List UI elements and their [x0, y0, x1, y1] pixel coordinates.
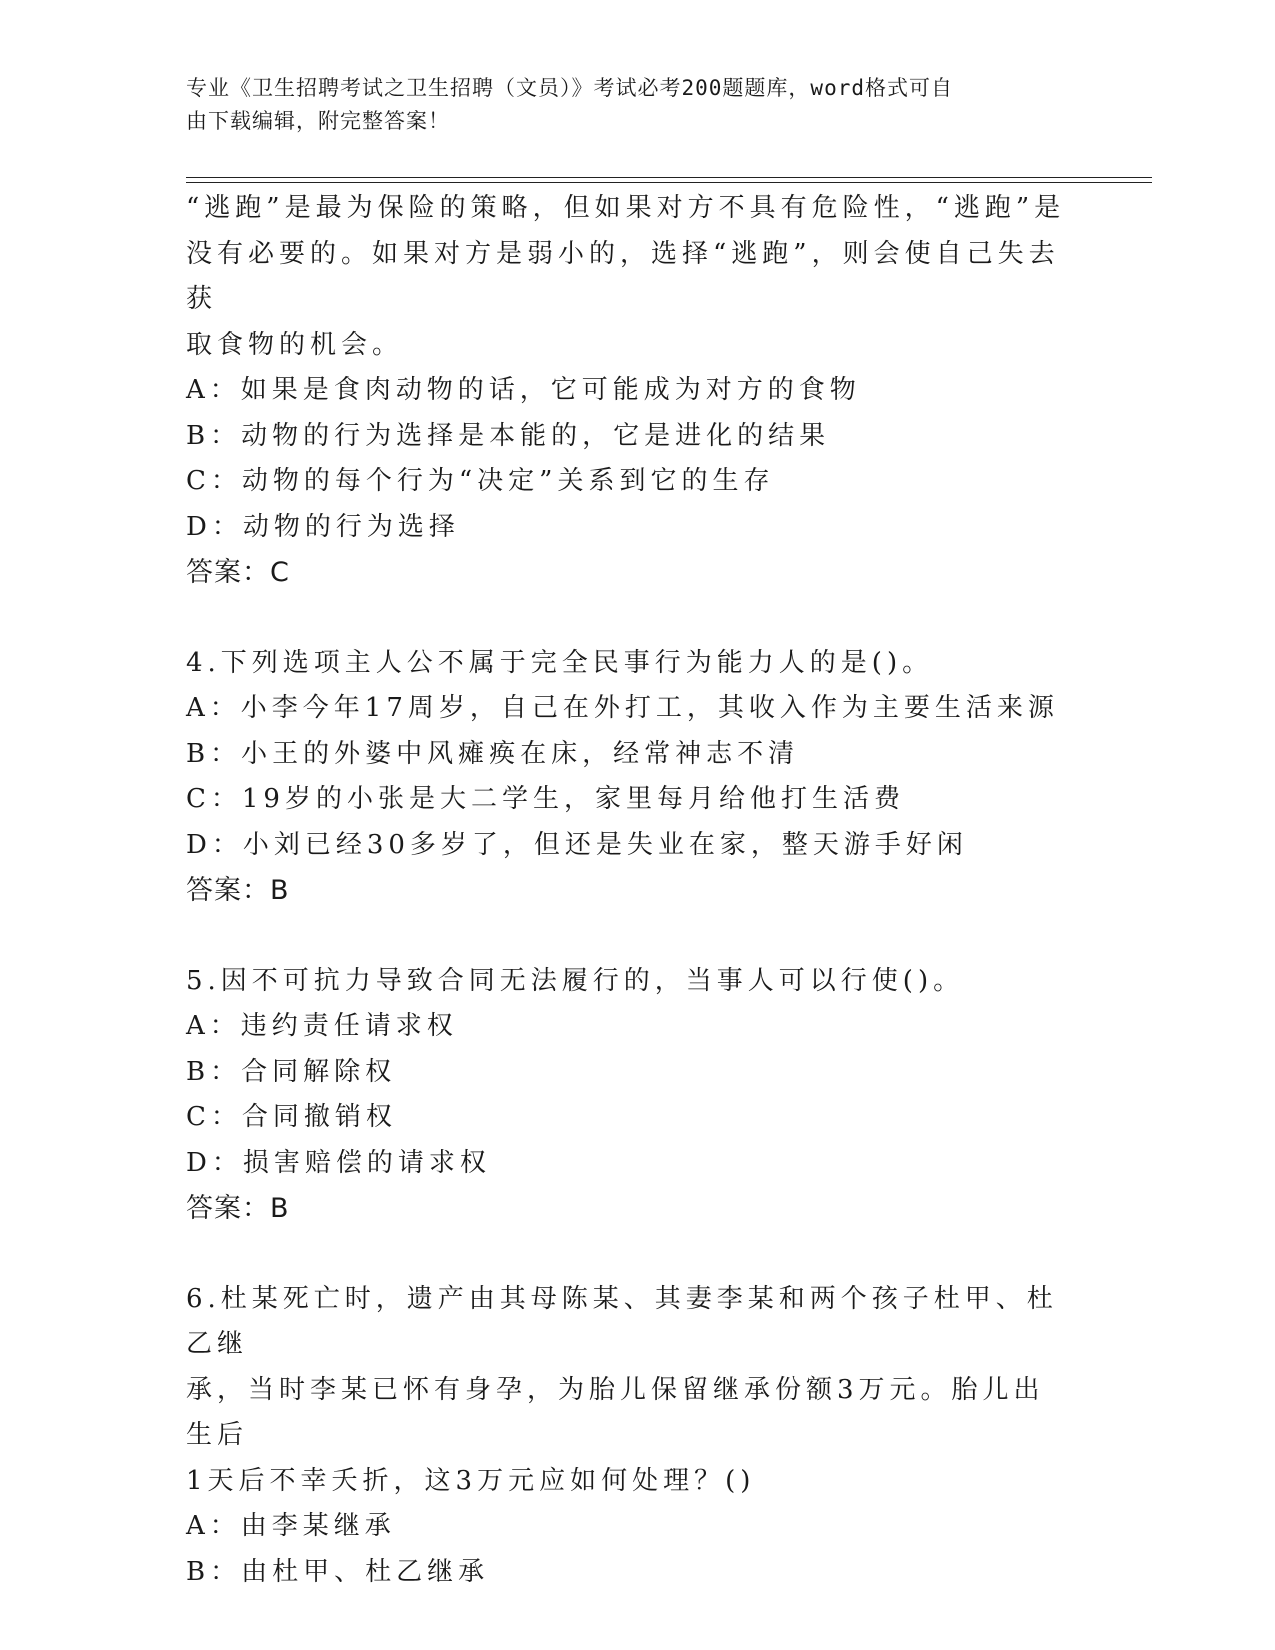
option-c: C：19岁的小张是大二学生，家里每月给他打生活费	[186, 784, 905, 814]
answer-line: 答案：B	[186, 875, 290, 906]
option-b: B：小王的外婆中风瘫痪在床，经常神志不清	[186, 738, 800, 769]
question-stem-line: 6.杜某死亡时，遗产由其母陈某、其妻李某和两个孩子杜甲、杜乙继	[186, 1283, 1058, 1359]
option-b: B：动物的行为选择是本能的，它是进化的结果	[186, 420, 831, 451]
question-3	[186, 186, 1066, 596]
header-divider-top	[186, 177, 1152, 178]
answer-line: 答案：B	[186, 1193, 290, 1224]
question-stem: 4.下列选项主人公不属于完全民事行为能力人的是()。	[186, 647, 934, 678]
header-line-1: 专业《卫生招聘考试之卫生招聘（文员）》考试必考200题题库，word格式可自	[186, 76, 953, 100]
question-stem: 5.因不可抗力导致合同无法履行的，当事人可以行使()。	[186, 965, 965, 996]
option-d: D：小刘已经30多岁了，但还是失业在家，整天游手好闲	[186, 829, 968, 860]
option-a: A：违约责任请求权	[186, 1011, 458, 1041]
option-a: A：由李某继承	[186, 1511, 396, 1541]
option-b: B：合同解除权	[186, 1056, 397, 1087]
option-a: A：如果是食肉动物的话，它可能成为对方的食物	[186, 375, 861, 405]
option-b: B：由杜甲、杜乙继承	[186, 1556, 490, 1587]
question-list	[186, 186, 1066, 1595]
question-stem-line: 承，当时李某已怀有身孕，为胎儿保留继承份额3万元。胎儿出生后	[186, 1374, 1045, 1450]
question-6	[186, 1277, 1066, 1596]
spacer	[186, 914, 1066, 959]
question-stem-line: 没有必要的。如果对方是弱小的，选择“逃跑”，则会使自己失去获	[186, 238, 1060, 314]
header-line-2: 由下载编辑，附完整答案！	[186, 109, 450, 133]
question-stem-line: “逃跑”是最为保险的策略，但如果对方不具有危险性，“逃跑”是	[186, 193, 1066, 223]
option-d: D：损害赔偿的请求权	[186, 1147, 491, 1178]
question-4	[186, 641, 1066, 914]
answer-line: 答案：C	[186, 557, 290, 588]
option-c: C：合同撤销权	[186, 1102, 397, 1132]
document-header	[186, 72, 1066, 138]
option-c: C：动物的每个行为“决定”关系到它的生存	[186, 466, 775, 496]
question-stem-line: 1天后不幸夭折，这3万元应如何处理？()	[186, 1465, 756, 1496]
option-d: D：动物的行为选择	[186, 511, 460, 542]
option-a: A：小李今年17周岁，自己在外打工，其收入作为主要生活来源	[186, 693, 1059, 723]
spacer	[186, 1232, 1066, 1277]
question-stem-line: 取食物的机会。	[186, 329, 404, 360]
spacer	[186, 596, 1066, 641]
question-5	[186, 959, 1066, 1232]
header-divider-bottom	[186, 182, 1152, 183]
